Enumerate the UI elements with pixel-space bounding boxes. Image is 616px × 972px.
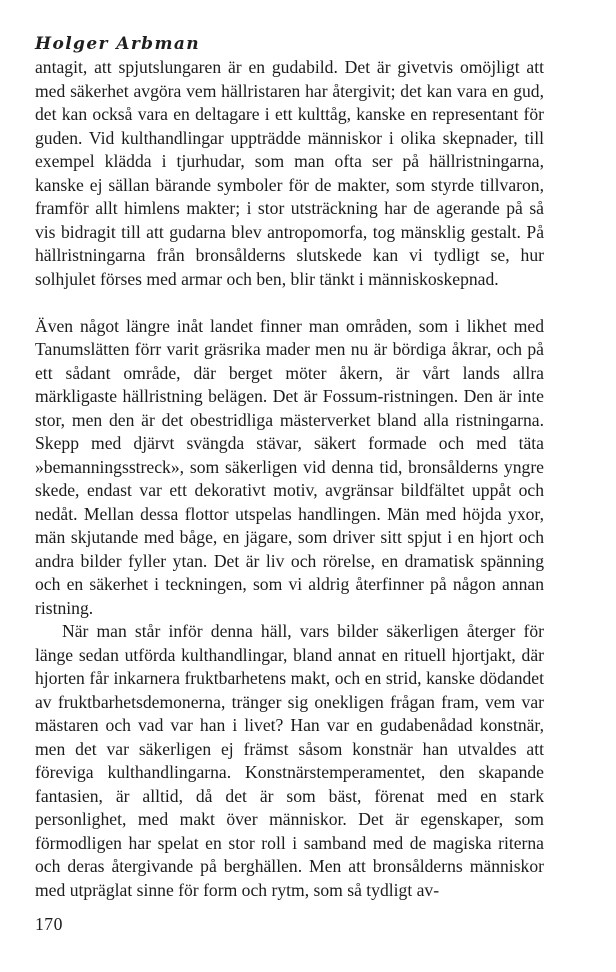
page-number: 170 [35, 914, 63, 934]
body-text [35, 56, 544, 902]
paragraph-continued: antagit, att spjutslungaren är en gudabild. Det är givetvis omöjligt att med säkerhet avgöra vem hällristaren har återgivit; det kan vara en gud, det kan också vara en deltagare i ett kulttåg, kanske en representant för guden. Vid kulthandlingar uppträdde människor i olika skepnader, till exempel klädda i tjurhudar, som man ofta ser på hällristningarna, kanske ej sällan bärande symboler för de makter, som styrde tillvaron, framför allt himlens makter; i stor utsträckning har de agerande på så vis bidragit till att gudarna blev antropomorfa, tog mänsklig gestalt. På hällristningarna från bronsålderns slutskede kan vi tydligt se, hur solhjulet förses med armar och ben, blir tänkt i människoskepnad. [35, 57, 544, 289]
running-head-author: Holger Arbman [35, 34, 201, 54]
paragraph-fossum: Även något längre inåt landet finner man områden, som i likhet med Tanumslätten förr varit gräsrika mader men nu är bördiga åkrar, och på ett sådant område, där berget möter åkern, är vårt lands allra märkligaste hällristning belägen. Det är Fossum-ristningen. Den är inte stor, men den är det obestridliga mästerverket bland alla ristningarna. Skepp med djärvt svängda stävar, säkert formade och med täta »bemanningsstreck», som säkerligen vid denna tid, bronsålderns yngre skede, endast var ett dekorativt motiv, avgränsar bildfältet uppåt och nedåt. Mellan dessa flottor utspelas handlingen. Män med höjda yxor, män skjutande med båge, en jägare, som driver sitt spjut i en hjort och andra bilder fyller ytan. Det är liv och rörelse, en dramatisk spänning och en säkerhet i teckningen, som vi aldrig återfinner på någon annan ristning. [35, 315, 544, 618]
paragraph-master: När man står inför denna häll, vars bilder säkerligen återger för länge sedan utförda kulthandlingar, bland annat en rituell hjortjakt, där hjorten får inkarnera fruktbarhetens makt, och en strid, kanske dödandet av fruktbarhetsdemonerna, tränger sig onekligen frågan fram, vem var mästaren och vad var han i livet? Han var en gudabenådad konstnär, men det var säkerligen ej främst såsom konstnär han utvaldes att föreviga kulthandlingarna. Konstnärstemperamentet, den skapande fantasien, är alltid, då det är som bäst, förenat med en stark personlighet, med makt över människor. Det är egenskaper, som förmodligen har spelat en stor roll i samband med de magiska riterna och deras återgivande på berghällen. Men att bronsålderns människor med utpräglat sinne för form och rytm, som så tydligt av- [35, 621, 544, 900]
